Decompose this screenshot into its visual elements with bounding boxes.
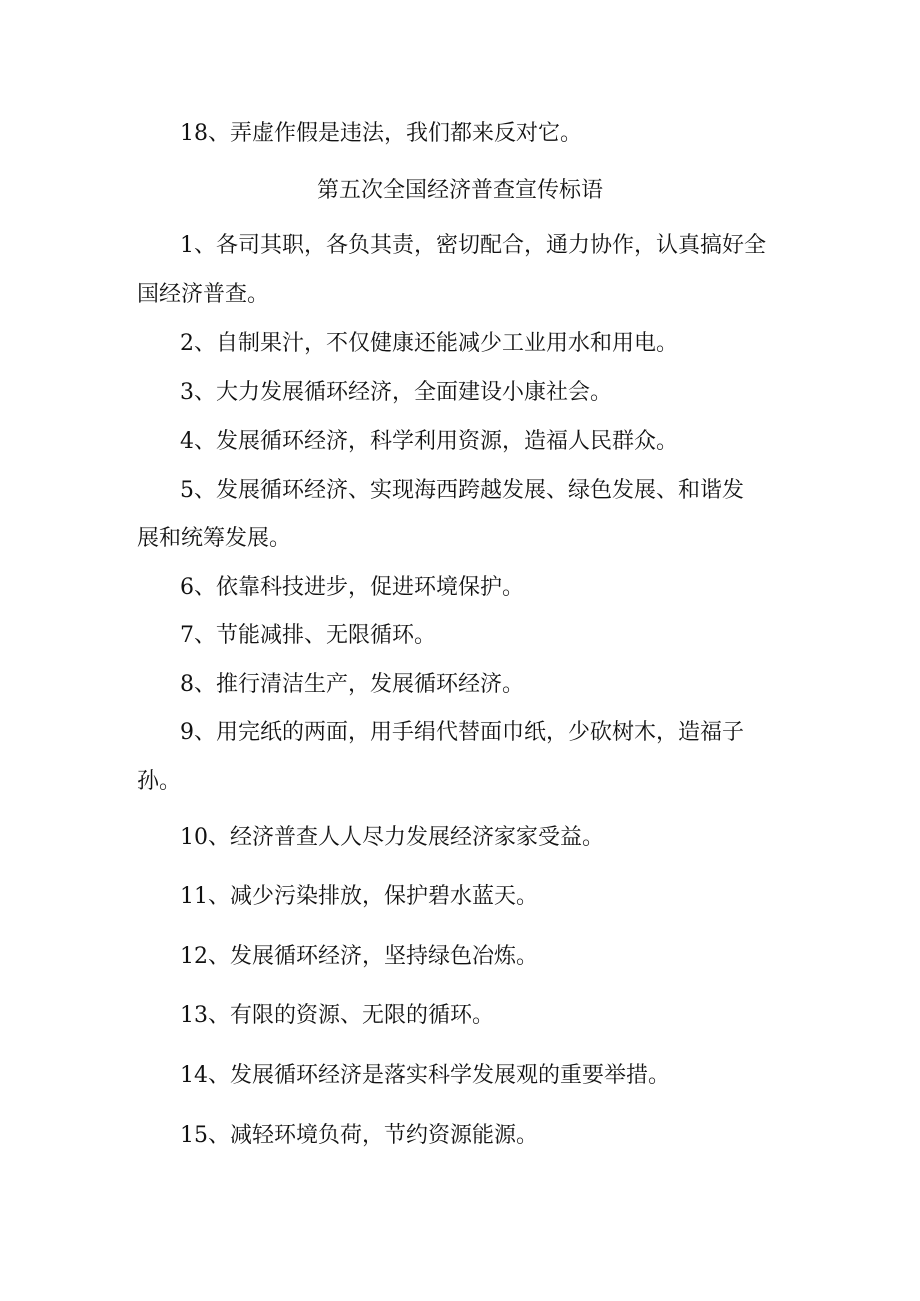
list-item-5-line-1: 5、发展循环经济、实现海西跨越发展、绿色发展、和谐发 (180, 478, 744, 503)
list-item-6: 6、依靠科技进步，促进环境保护。 (180, 575, 524, 600)
list-item-1-line-2: 国经济普查。 (137, 282, 270, 307)
list-item-1-line-1: 1、各司其职，各负其责，密切配合，通力协作，认真搞好全 (180, 233, 766, 258)
intro-item: 18、弄虚作假是违法，我们都来反对它。 (180, 121, 582, 146)
list-item-14: 14、发展循环经济是落实科学发展观的重要举措。 (180, 1063, 670, 1088)
list-item-9-line-1: 9、用完纸的两面，用手绢代替面巾纸，少砍树木，造福子 (180, 720, 744, 745)
list-item-10: 10、经济普查人人尽力发展经济家家受益。 (180, 825, 604, 850)
list-item-4: 4、发展循环经济，科学利用资源，造福人民群众。 (180, 429, 678, 454)
list-item-3: 3、大力发展循环经济，全面建设小康社会。 (180, 380, 612, 405)
list-item-15: 15、减轻环境负荷，节约资源能源。 (180, 1123, 538, 1148)
list-item-5-line-2: 展和统筹发展。 (137, 526, 292, 551)
list-item-7: 7、节能减排、无限循环。 (180, 623, 436, 648)
list-item-2: 2、自制果汁，不仅健康还能减少工业用水和用电。 (180, 331, 678, 356)
list-item-11: 11、减少污染排放，保护碧水蓝天。 (180, 884, 538, 909)
list-item-12: 12、发展循环经济，坚持绿色冶炼。 (180, 944, 538, 969)
document-title: 第五次全国经济普查宣传标语 (316, 178, 603, 203)
list-item-9-line-2: 孙。 (137, 769, 182, 794)
list-item-13: 13、有限的资源、无限的循环。 (180, 1003, 494, 1028)
list-item-8: 8、推行清洁生产，发展循环经济。 (180, 672, 524, 697)
